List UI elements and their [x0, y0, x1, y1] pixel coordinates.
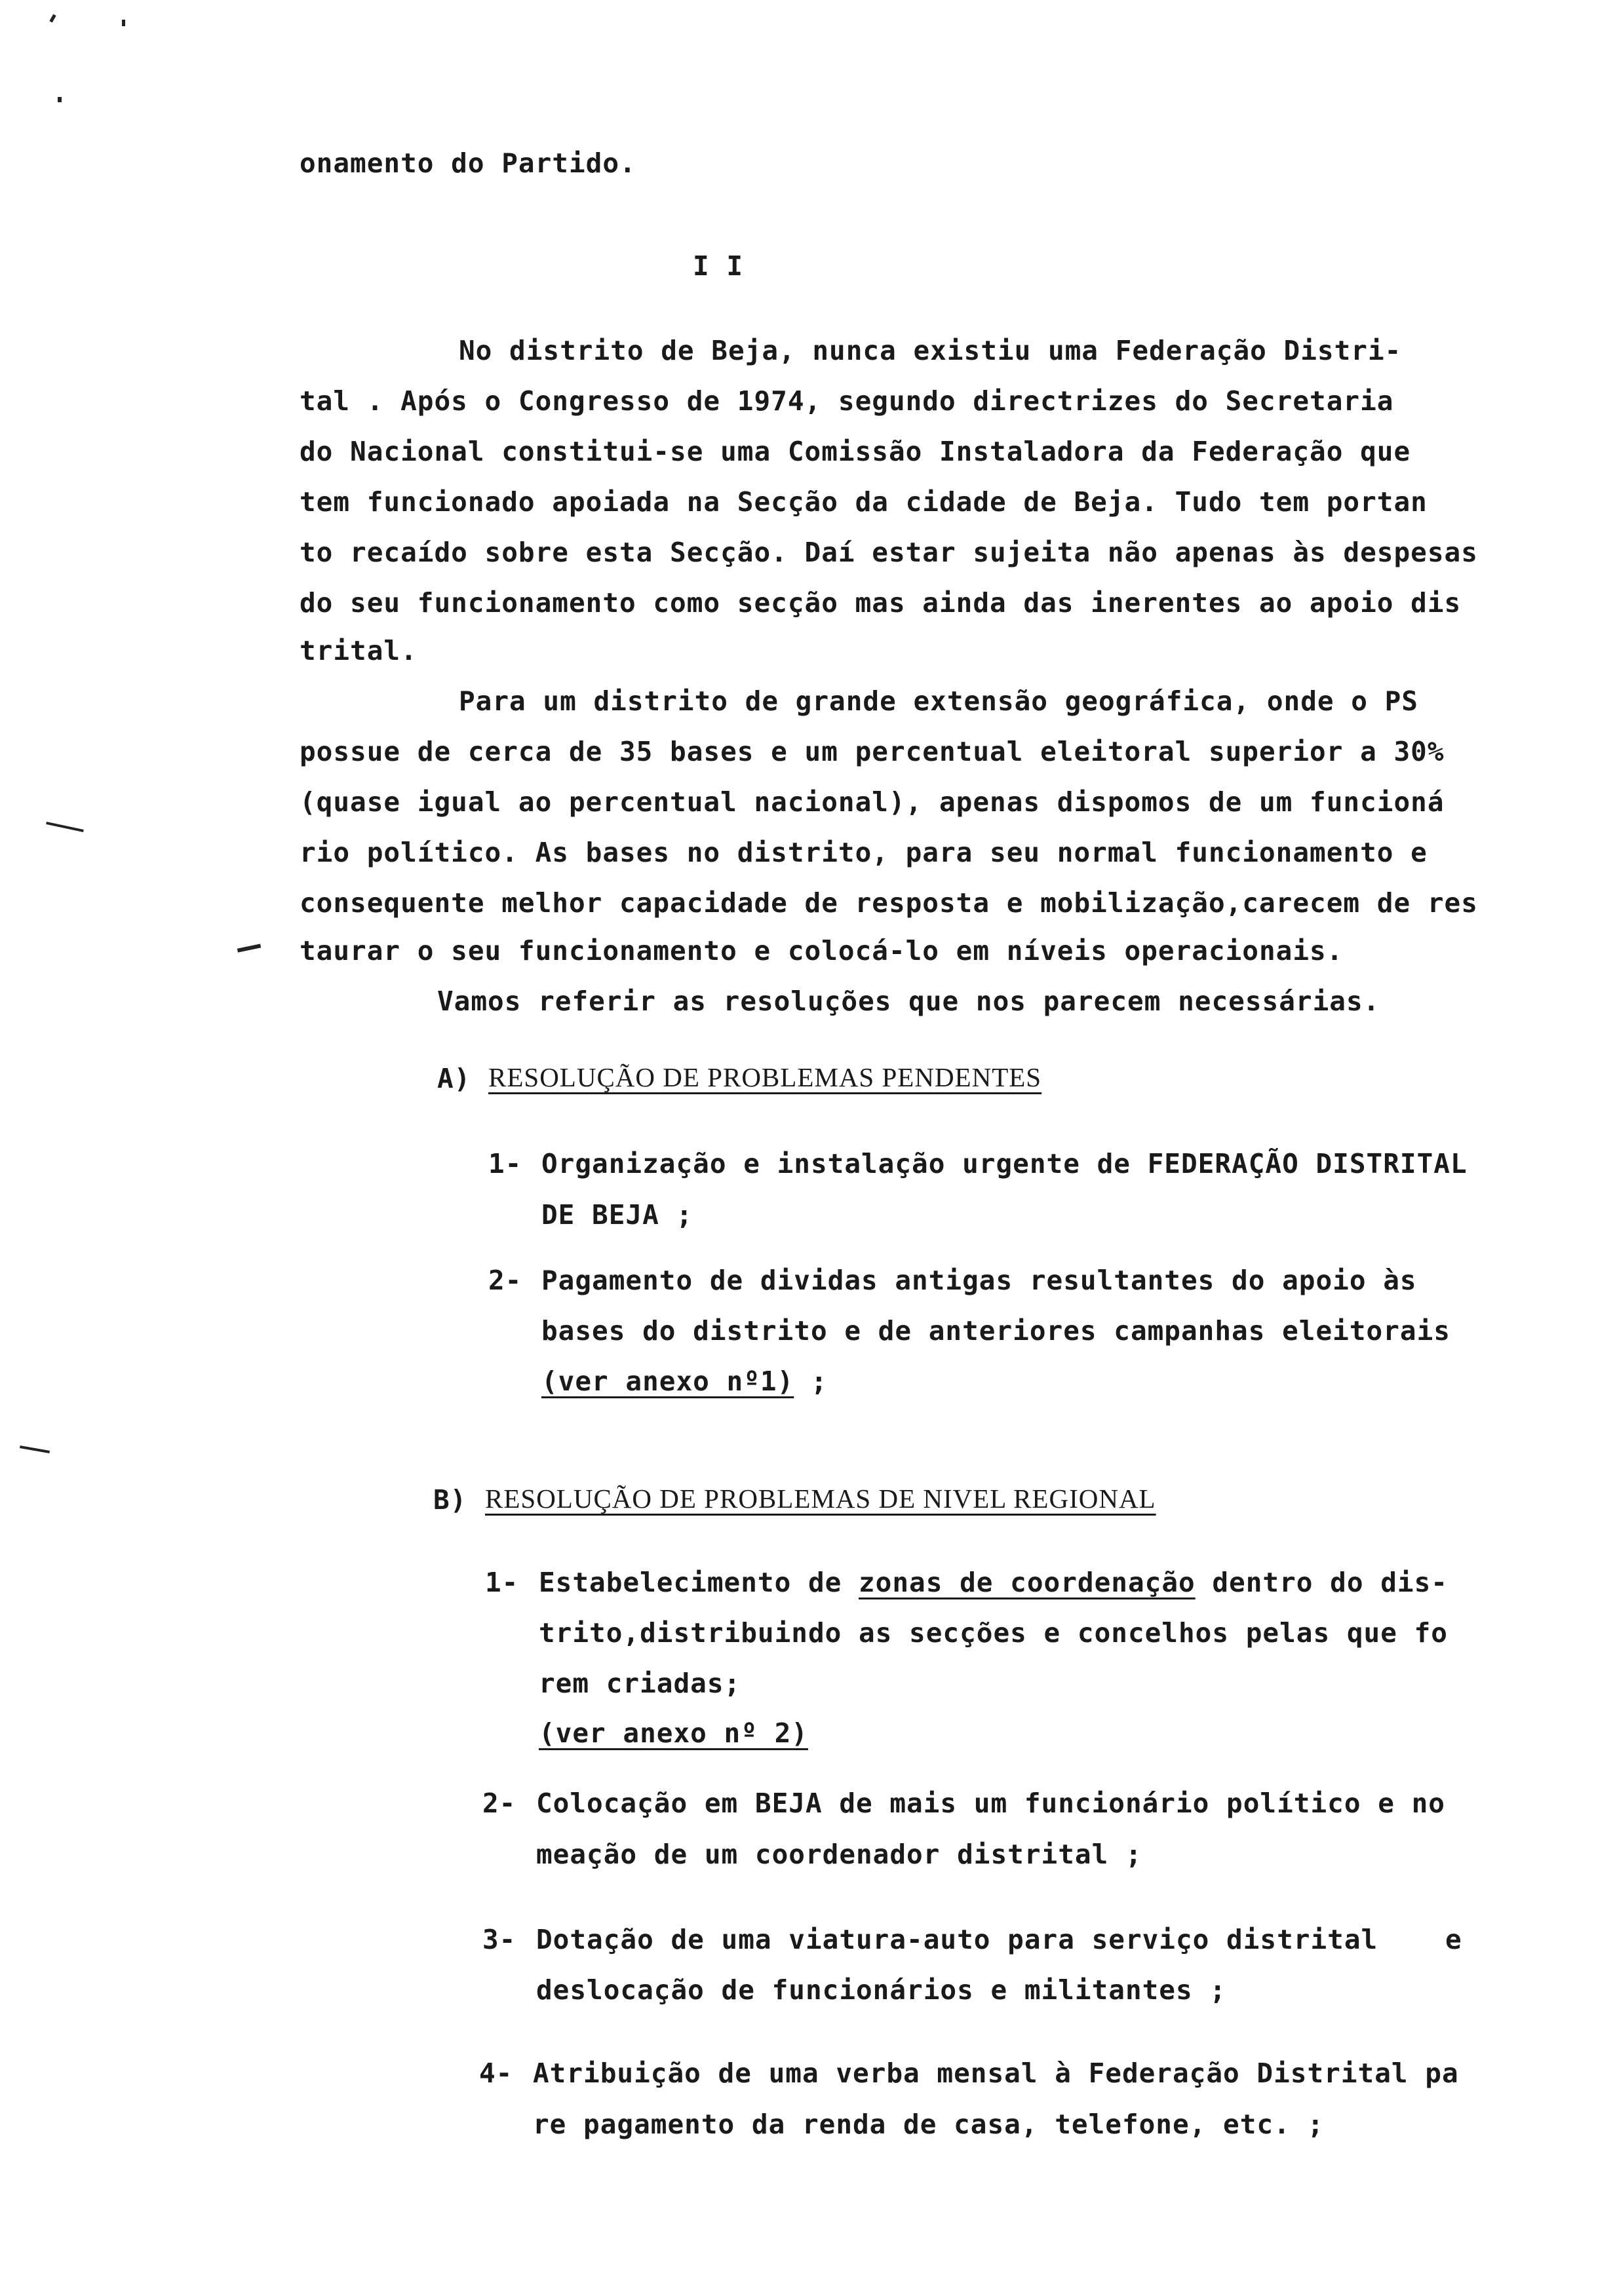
para2-line: Para um distrito de grande extensão geográfica, onde o PS [459, 685, 1418, 717]
text-run: Estabelecimento de [539, 1567, 859, 1598]
para3-line: Vamos referir as resoluções que nos parecem necessárias. [437, 985, 1380, 1017]
section-heading: I I [693, 250, 744, 282]
a-item2-number: 2- [488, 1265, 522, 1296]
b-item4-number: 4- [479, 2057, 513, 2089]
section-b-letter: B) [433, 1484, 467, 1516]
b-item1-line: trito,distribuindo as secções e concelhos pelas que fo [539, 1617, 1448, 1649]
b-item1-line [539, 1569, 1448, 1596]
fragment-line: onamento do Partido. [300, 147, 636, 179]
margin-tick [46, 822, 84, 832]
b-item1-number: 1- [485, 1567, 519, 1598]
annex-reference: (ver anexo nº1) [541, 1366, 794, 1397]
a-item2-line: Pagamento de dividas antigas resultantes do apoio às [541, 1265, 1417, 1296]
para2-line: (quase igual ao percentual nacional), apenas dispomos de um funcioná [300, 786, 1445, 818]
text-run: dentro do dis- [1195, 1567, 1448, 1598]
para1-line: tem funcionado apoiada na Secção da cidade de Beja. Tudo tem portan [300, 486, 1428, 518]
line-tail: ; [794, 1366, 828, 1397]
b-item4-line: Atribuição de uma verba mensal à Federação Distrital pa [533, 2057, 1459, 2089]
para2-line: rio político. As bases no distrito, para seu normal funcionamento e [300, 837, 1428, 868]
a-item1-line: Organização e instalação urgente de FEDERAÇÃO DISTRITAL [541, 1148, 1468, 1179]
b-item1-line: rem criadas; [539, 1668, 741, 1699]
b-item2-line: meação de um coordenador distrital ; [536, 1839, 1142, 1870]
para2-line: consequente melhor capacidade de resposta e mobilização,carecem de res [300, 887, 1478, 919]
para1-line: No distrito de Beja, nunca existiu uma Federação Distri- [459, 335, 1402, 366]
section-a-letter: A) [437, 1063, 471, 1094]
annex-reference: (ver anexo nº 2) [539, 1717, 808, 1749]
para2-line: taurar o seu funcionamento e colocá-lo em níveis operacionais. [300, 935, 1344, 966]
a-item2-ref-line [541, 1368, 828, 1395]
para1-line: do seu funcionamento como secção mas ainda das inerentes ao apoio dis [300, 587, 1462, 619]
a-item2-line: bases do distrito e de anteriores campanhas eleitorais [541, 1315, 1450, 1347]
b-item3-line: deslocação de funcionários e militantes ; [536, 1974, 1227, 2006]
b-item2-line: Colocação em BEJA de mais um funcionário político e no [536, 1788, 1445, 1819]
para2-line: possue de cerca de 35 bases e um percentual eleitoral superior a 30% [300, 736, 1445, 767]
a-item1-line: DE BEJA ; [541, 1199, 693, 1231]
b-item3-line: Dotação de uma viatura-auto para serviço distrital e [536, 1924, 1462, 1955]
para1-line: do Nacional constitui-se uma Comissão Instaladora da Federação que [300, 436, 1411, 467]
scan-speck [49, 14, 56, 23]
para1-line: tal . Após o Congresso de 1974, segundo directrizes do Secretaria [300, 385, 1394, 417]
b-item4-line: re pagamento da renda de casa, telefone, etc. ; [533, 2109, 1325, 2140]
margin-tick [20, 1445, 50, 1453]
section-a-title: RESOLUÇÃO DE PROBLEMAS PENDENTES [488, 1062, 1042, 1092]
para1-line: trital. [300, 635, 418, 666]
scan-speck [122, 20, 125, 26]
para1-line: to recaído sobre esta Secção. Daí estar sujeita não apenas às despesas [300, 537, 1478, 568]
scan-speck [58, 97, 62, 102]
section-b-title: RESOLUÇÃO DE PROBLEMAS DE NIVEL REGIONAL [485, 1483, 1156, 1514]
arrow-mark [237, 944, 261, 952]
b-item3-number: 3- [482, 1924, 516, 1955]
underlined-term: zonas de coordenação [859, 1567, 1196, 1598]
b-item2-number: 2- [482, 1788, 516, 1819]
a-item1-number: 1- [488, 1148, 522, 1179]
